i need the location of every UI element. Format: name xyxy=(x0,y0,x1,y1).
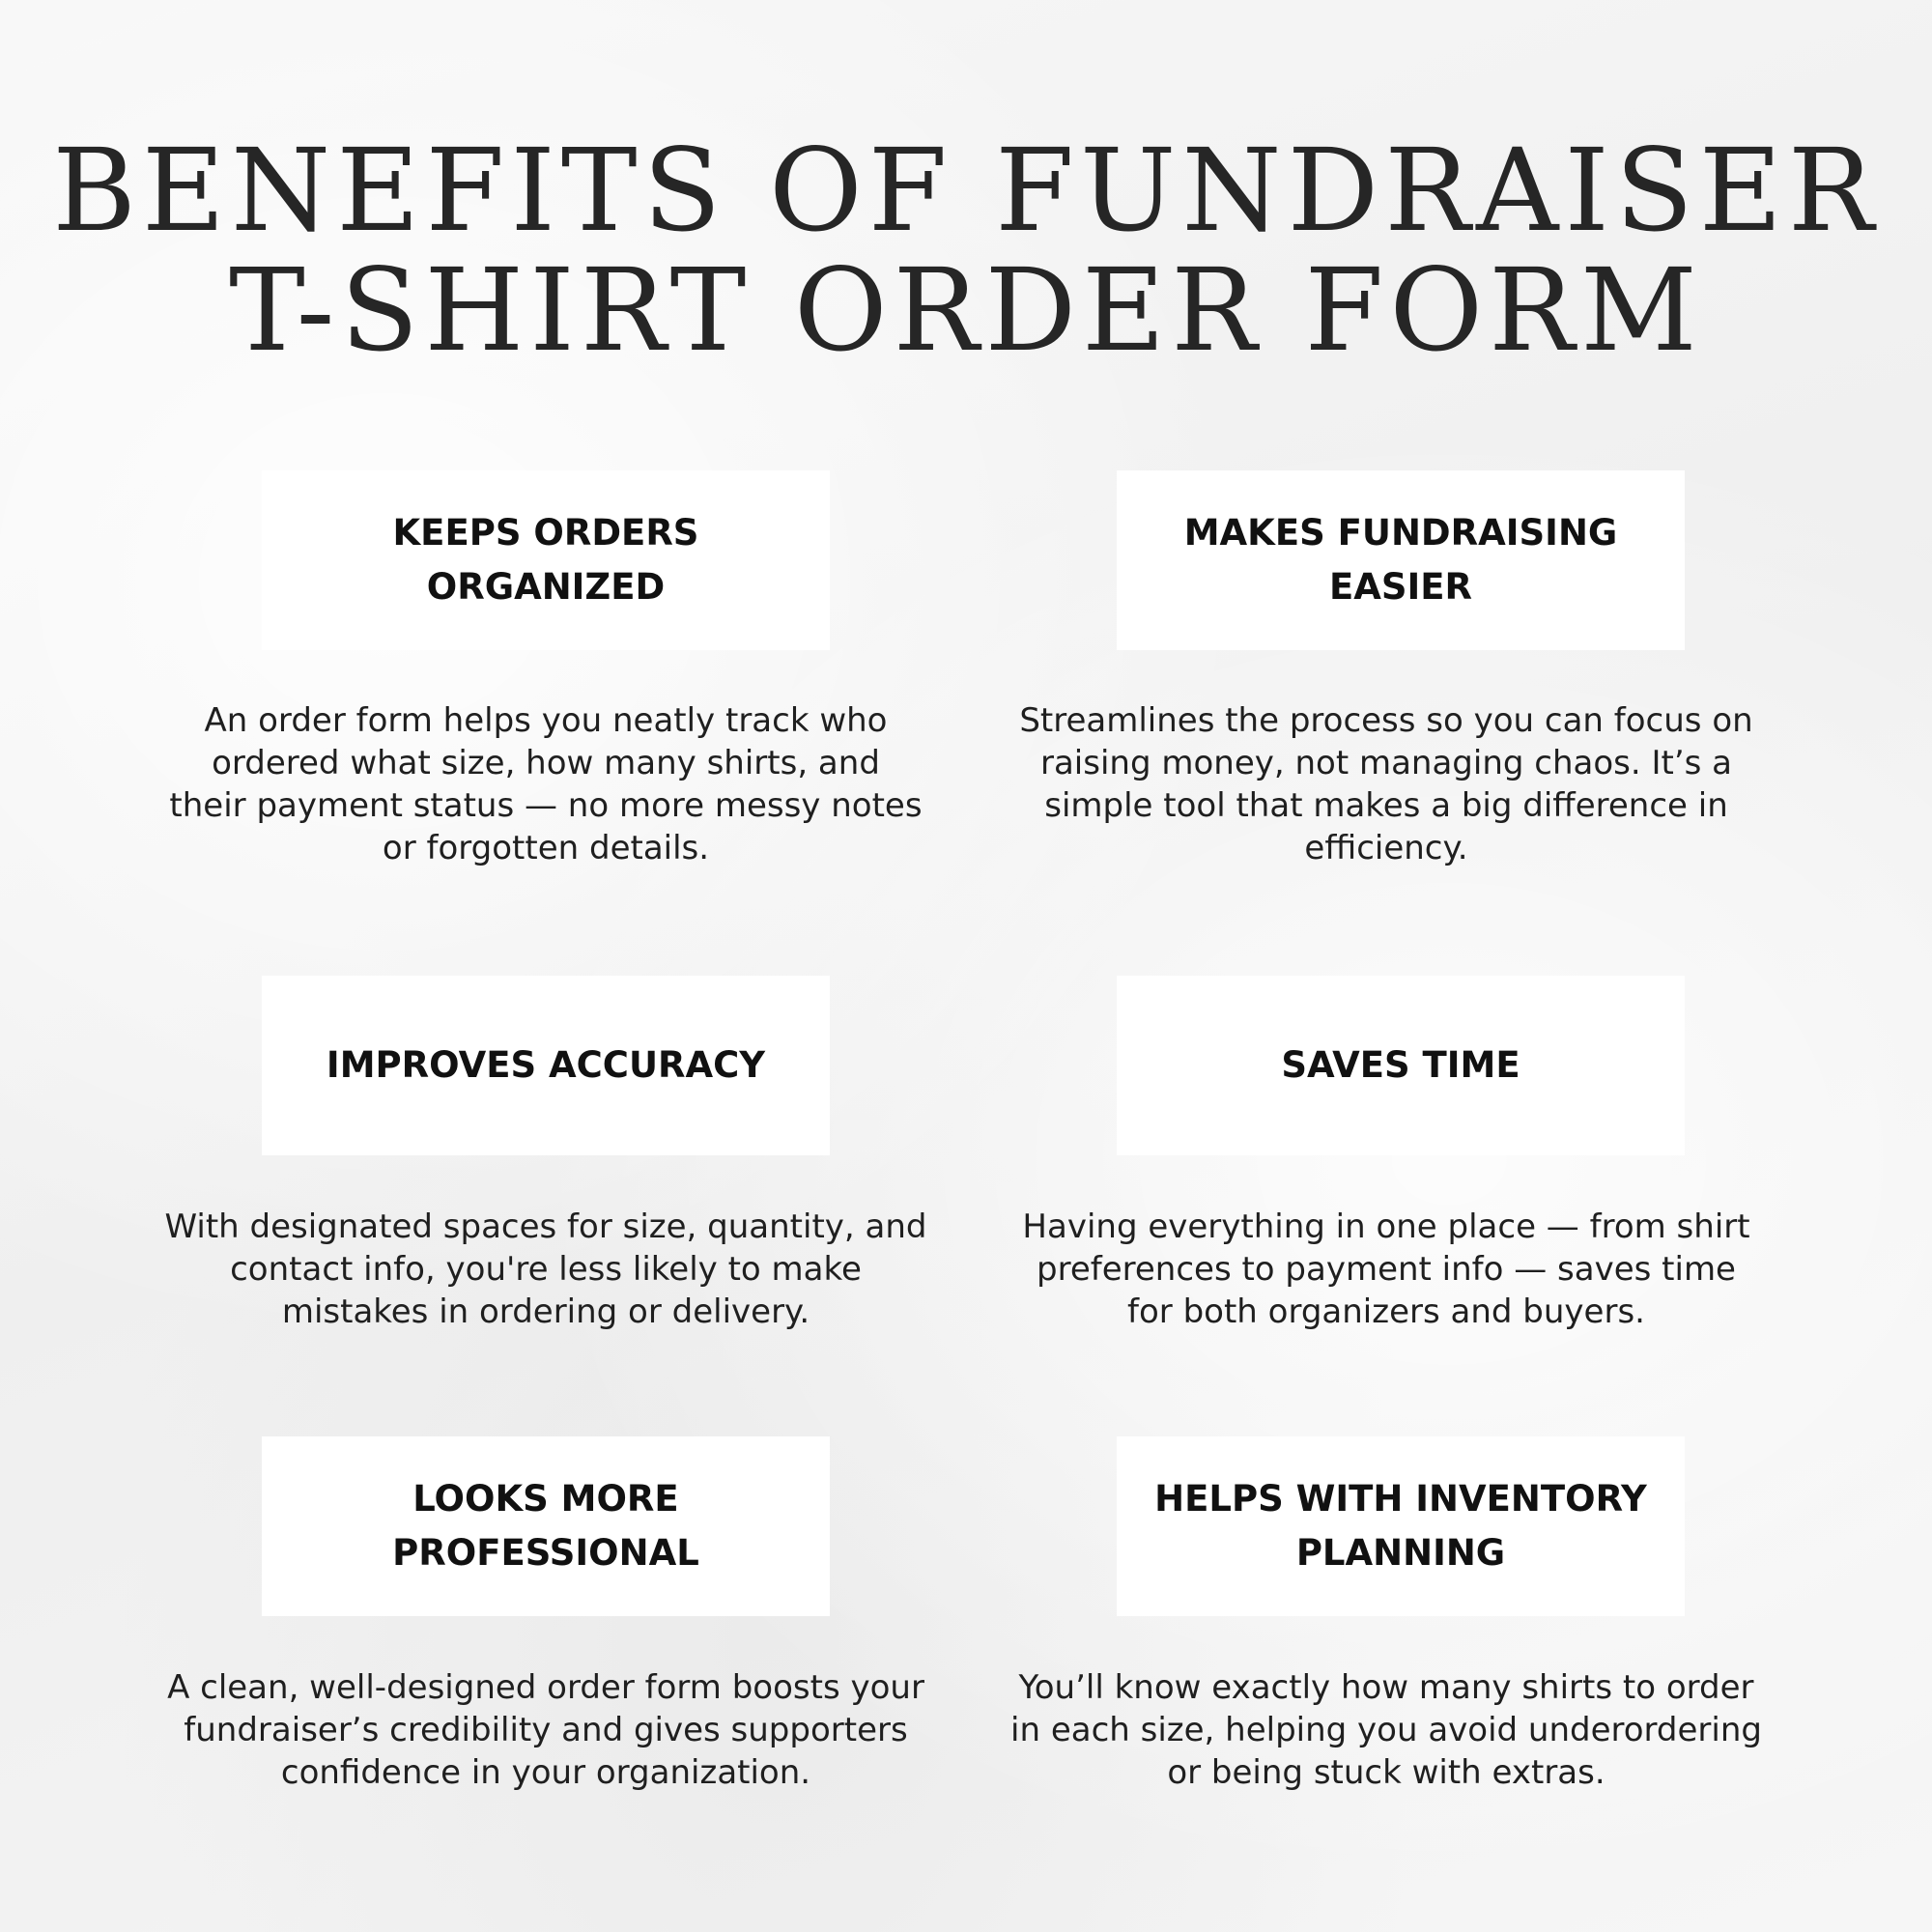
benefit-heading: KEEPS ORDERS ORGANIZED xyxy=(392,512,699,608)
benefit-card-saves-time xyxy=(1117,976,1685,1155)
benefit-description: An order form helps you neatly track who ordered what size, how many shirts, and their payment status — no more messy notes or forgotten details. xyxy=(169,701,923,867)
benefit-card-looks-more-professional xyxy=(262,1436,830,1616)
benefit-heading: LOOKS MORE PROFESSIONAL xyxy=(392,1478,699,1574)
benefit-heading: HELPS WITH INVENTORY PLANNING xyxy=(1154,1478,1647,1574)
benefit-description: A clean, well-designed order form boosts your fundraiser’s credibility and gives supporters confidence in your organization. xyxy=(167,1668,924,1792)
benefit-heading: MAKES FUNDRAISING EASIER xyxy=(1183,512,1618,608)
benefit-card-keeps-orders-organized xyxy=(262,470,830,650)
benefit-card-helps-with-inventory-planning xyxy=(1117,1436,1685,1616)
title-line-1: BENEFITS OF FUNDRAISER xyxy=(52,124,1880,257)
page-title xyxy=(0,124,1932,377)
title-line-2: T-SHIRT ORDER FORM xyxy=(229,243,1703,377)
benefit-card-improves-accuracy xyxy=(262,976,830,1155)
benefit-heading: IMPROVES ACCURACY xyxy=(326,1044,766,1086)
benefit-description: Streamlines the process so you can focus on raising money, not managing chaos. It’s a simple tool that makes a big difference in efficiency. xyxy=(1019,701,1753,867)
benefit-description: With designated spaces for size, quantity, and contact info, you're less likely to make mistakes in ordering or delivery. xyxy=(164,1208,927,1331)
benefit-card-makes-fundraising-easier xyxy=(1117,470,1685,650)
benefit-heading: SAVES TIME xyxy=(1281,1044,1520,1086)
benefit-description: Having everything in one place — from shirt preferences to payment info — saves time for both organizers and buyers. xyxy=(1022,1208,1750,1331)
benefit-description: You’ll know exactly how many shirts to order in each size, helping you avoid underordering or being stuck with extras. xyxy=(1010,1668,1762,1792)
